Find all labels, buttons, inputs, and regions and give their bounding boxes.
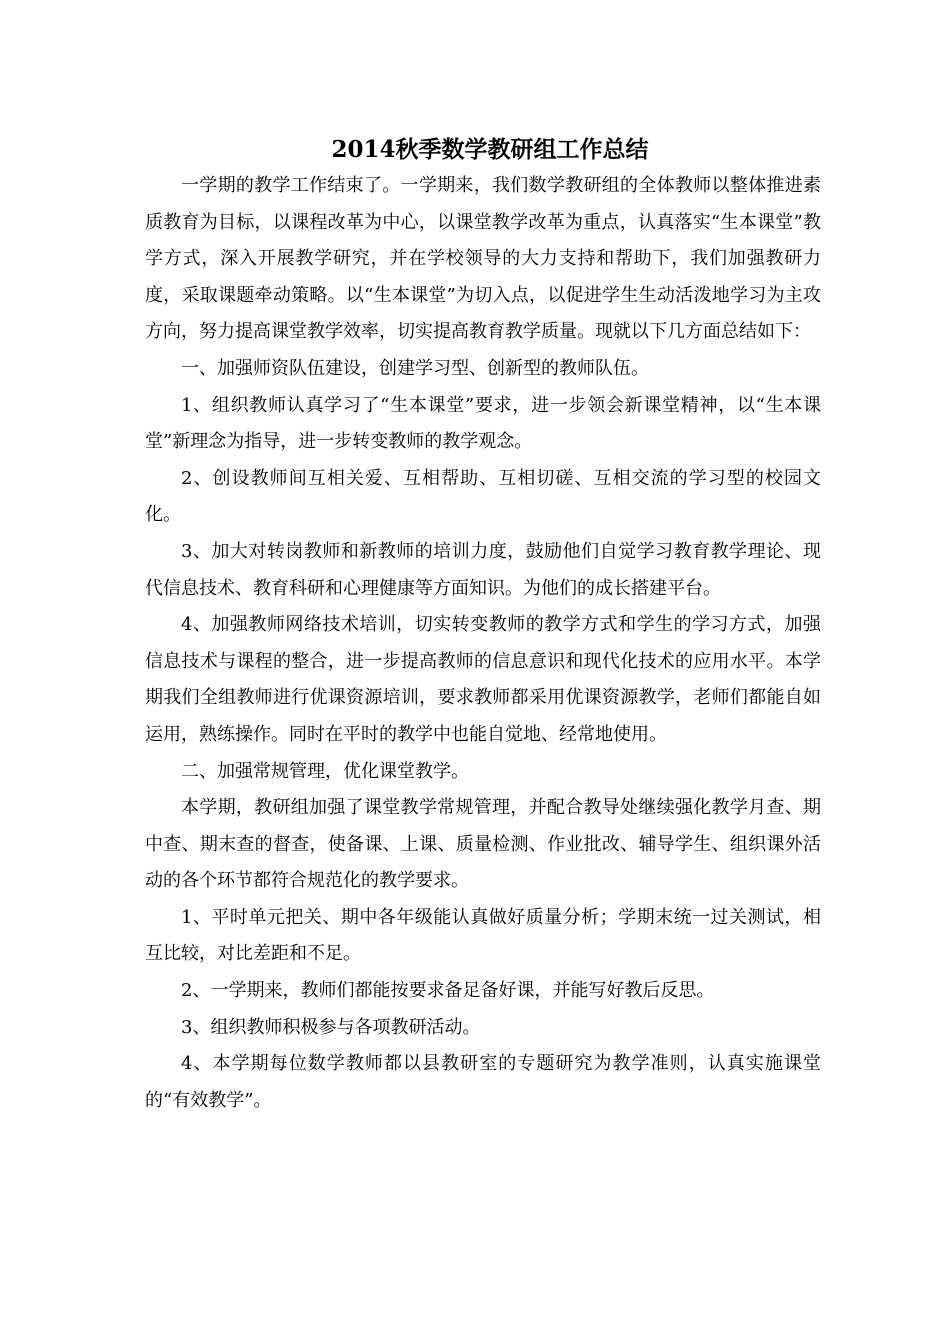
paragraph-1-1: 1、组织教师认真学习了“生本课堂”要求，进一步领会新课堂精神，以“生本课堂”新理念为指导，进一步转变教师的教学观念。 [145, 394, 821, 453]
section-heading-1: 一、加强师资队伍建设，创建学习型、创新型的教师队伍。 [181, 357, 649, 379]
paragraph-2-intro: 本学期，教研组加强了课堂教学常规管理，并配合教导处继续强化教学月查、期中查、期末查的督查，使备课、上课、质量检测、作业批改、辅导学生、组织课外活动的各个环节都符合规范化的教学要求。 [145, 797, 821, 892]
document-title: 2014秋季数学教研组工作总结 [331, 136, 649, 163]
paragraph-2-3: 3、组织教师积极参与各项教研活动。 [181, 1016, 481, 1038]
section-heading-2: 二、加强常规管理，优化课堂教学。 [181, 760, 469, 782]
paragraph-2-4: 4、本学期每位数学教师都以县教研室的专题研究为教学准则，认真实施课堂的“有效教学”。 [145, 1053, 821, 1111]
document-page [145, 132, 821, 1119]
paragraph-2-1: 1、平时单元把关、期中各年级能认真做好质量分析；学期末统一过关测试，相互比较，对比差距和不足。 [145, 906, 821, 965]
paragraph-intro: 一学期的教学工作结束了。一学期来，我们数学教研组的全体教师以整体推进素质教育为目标，以课程改革为中心，以课堂教学改革为重点，认真落实“生本课堂”教学方式，深入开展教学研究，并在学校领导的大力支持和帮助下，我们加强教研力度，采取课题牵动策略。以“生本课堂”为切入点，以促进学生生动活泼地学习为主攻方向，努力提高课堂教学效率，切实提高教育教学质量。现就以下几方面总结如下： [145, 175, 821, 343]
paragraph-1-3: 3、加大对转岗教师和新教师的培训力度，鼓励他们自觉学习教育教学理论、现代信息技术、教育科研和心理健康等方面知识。为他们的成长搭建平台。 [145, 540, 821, 599]
paragraph-1-2: 2、创设教师间互相关爱、互相帮助、互相切磋、互相交流的学习型的校园文化。 [145, 467, 821, 526]
paragraph-2-2: 2、一学期来，教师们都能按要求备足备好课，并能写好教后反思。 [181, 980, 715, 1002]
paragraph-1-4: 4、加强教师网络技术培训，切实转变教师的教学方式和学生的学习方式，加强信息技术与课程的整合，进一步提高教师的信息意识和现代化技术的应用水平。本学期我们全组教师进行优课资源培训，要求教师都采用优课资源教学，老师们都能自如运用，熟练操作。同时在平时的教学中也能自觉地、经常地使用。 [145, 614, 821, 745]
